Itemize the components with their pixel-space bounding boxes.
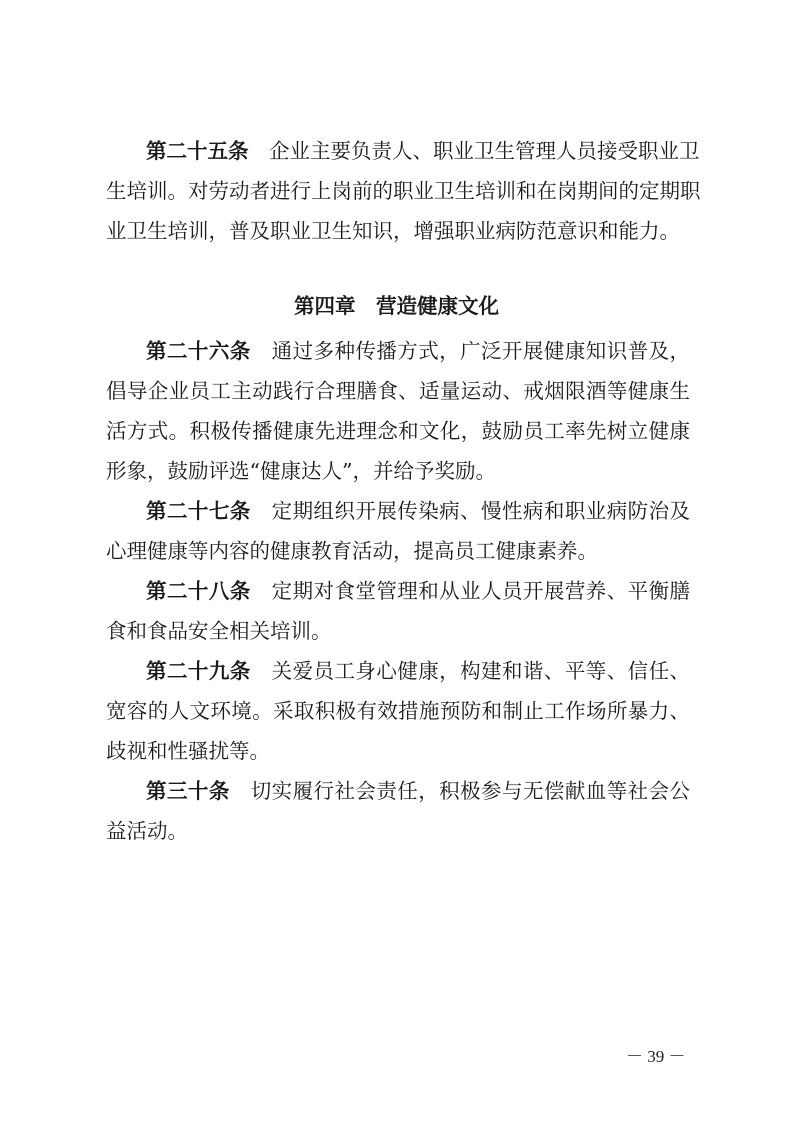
article-26-text-1: 通过多种传播方式，广泛开展健康知识普及， (271, 339, 691, 363)
article-26-line-2: 倡导企业员工主动践行合理膳食、适量运动、戒烟限酒等健康生 (106, 379, 690, 403)
article-30-line-2: 益活动。 (106, 819, 188, 843)
article-25-title: 第二十五条 (146, 139, 249, 163)
article-29-line-1 (146, 656, 690, 686)
article-28-text-1: 定期对食堂管理和从业人员开展营养、平衡膳 (271, 579, 691, 603)
article-30-line-1 (146, 776, 690, 806)
article-25-line-3: 业卫生培训，普及职业卫生知识，增强职业病防范意识和能力。 (106, 219, 680, 243)
article-27-line-2: 心理健康等内容的健康教育活动，提高员工健康素养。 (106, 539, 598, 563)
article-27-title: 第二十七条 (146, 499, 251, 523)
article-25-line-2: 生培训。对劳动者进行上岗前的职业卫生培训和在岗期间的定期职 (106, 179, 701, 203)
article-28-line-2: 食和食品安全相关培训。 (106, 619, 332, 643)
article-26-line-3: 活方式。积极传播健康先进理念和文化，鼓励员工率先树立健康 (106, 419, 690, 443)
article-28-line-1 (146, 576, 690, 606)
article-26-line-4: 形象，鼓励评选“健康达人”，并给予奖励。 (106, 459, 496, 483)
article-29-title: 第二十九条 (146, 659, 251, 683)
page-number: － 39 － (626, 1047, 686, 1066)
article-30-text-1: 切实履行社会责任，积极参与无偿献血等社会公 (250, 779, 691, 803)
article-27-line-1 (146, 496, 690, 526)
article-26-title: 第二十六条 (146, 339, 251, 363)
article-29-line-3: 歧视和性骚扰等。 (106, 739, 270, 763)
article-29-text-1: 关爱员工身心健康，构建和谐、平等、信任、 (271, 659, 691, 683)
article-29-line-2: 宽容的人文环境。采取积极有效措施预防和制止工作场所暴力、 (106, 699, 690, 723)
article-27-text-1: 定期组织开展传染病、慢性病和职业病防治及 (271, 499, 691, 523)
article-26-line-1 (146, 336, 690, 366)
article-25-line-1 (146, 136, 700, 166)
article-28-title: 第二十八条 (146, 579, 251, 603)
chapter-4-heading: 第四章 营造健康文化 (294, 294, 499, 318)
article-25-text-1: 企业主要负责人、职业卫生管理人员接受职业卫 (269, 139, 700, 163)
article-30-title: 第三十条 (146, 779, 230, 803)
